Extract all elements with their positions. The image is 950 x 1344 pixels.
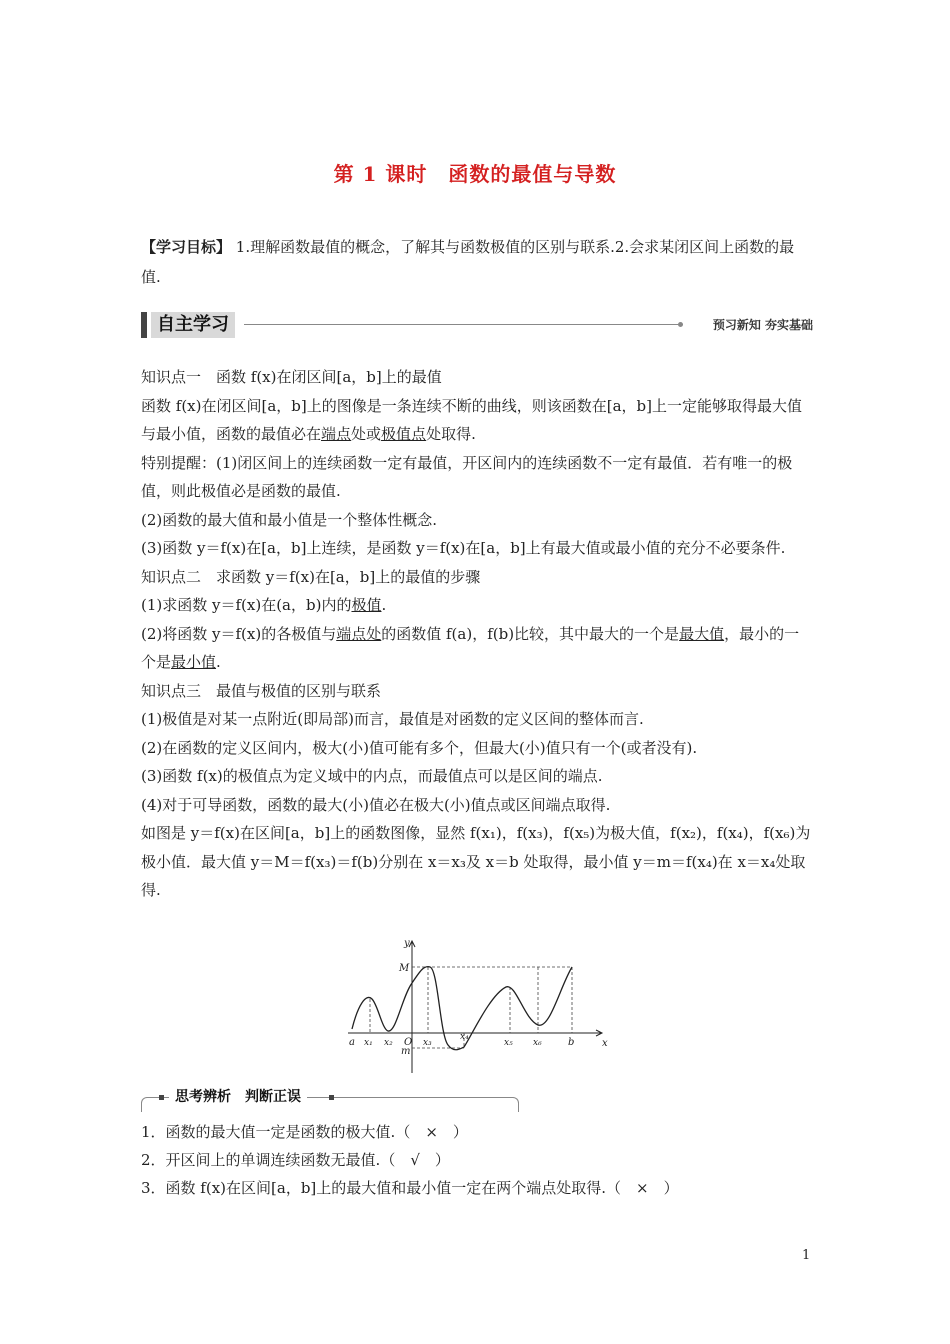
x3-label: x₃ bbox=[423, 1038, 432, 1048]
underlined-answer: 极值点 bbox=[381, 425, 427, 443]
page-title: 第 1 课时 函数的最值与导数 bbox=[333, 162, 617, 186]
rule-dot bbox=[678, 322, 683, 327]
section-rule bbox=[244, 324, 683, 325]
knowledge-point-2-heading: 知识点二 求函数 y＝f(x)在[a，b]上的最值的步骤 bbox=[141, 567, 481, 586]
difference-3: (3)函数 f(x)的极值点为定义域中的内点，而最值点可以是区间的端点. bbox=[141, 767, 603, 785]
judge-item: 2．开区间上的单调连续函数无最值.（ √ ） bbox=[141, 1151, 450, 1169]
text-run: 处或 bbox=[351, 425, 382, 443]
text-run: 函数 f(x)在闭区间[a，b]上的图像是一条连续不断的曲线，则该函数在[a，b]上一定能够取得最大值与最小值，函数的最值必在 bbox=[141, 396, 802, 443]
underlined-answer: 最大值 bbox=[679, 624, 725, 643]
text-run: ，最小的一个是 bbox=[141, 624, 800, 671]
section-header bbox=[141, 312, 813, 338]
judge-item: 1．函数的最大值一定是函数的极大值.（ × ） bbox=[141, 1123, 468, 1141]
judge-item: 3．函数 f(x)在区间[a，b]上的最大值和最小值一定在两个端点处取得.（ × ） bbox=[141, 1179, 679, 1197]
x2-label: x₂ bbox=[384, 1038, 393, 1048]
underlined-answer: 端点 bbox=[321, 425, 352, 443]
right-square-mark bbox=[329, 1095, 334, 1100]
main-content bbox=[141, 363, 813, 905]
tip-2: (2)函数的最大值和最小值是一个整体性概念. bbox=[141, 510, 438, 529]
underlined-answer: 极值 bbox=[351, 596, 382, 614]
x-label: x bbox=[602, 1038, 608, 1049]
knowledge-point-3-heading: 知识点三 最值与极值的区别与联系 bbox=[141, 681, 382, 700]
section-marker bbox=[141, 312, 147, 338]
knowledge-point-1-body bbox=[141, 392, 813, 449]
learning-objective bbox=[141, 232, 813, 292]
y-label: y bbox=[404, 938, 410, 949]
text-run: 处取得. bbox=[426, 425, 476, 443]
b-label: b bbox=[568, 1037, 575, 1048]
x5-label: x₅ bbox=[504, 1038, 513, 1048]
text-run: . bbox=[381, 596, 387, 614]
underlined-answer: 端点处 bbox=[336, 624, 382, 643]
figure-description: 如图是 y＝f(x)在区间[a，b]上的函数图像，显然 f(x₁)，f(x₃)，f(x₅)为极大值，f(x₂)，f(x₄)，f(x₆)为极小值．最大值 y＝M＝f(x₃)＝f(b)分别在 x＝x₃及 x＝b 处取得，最小值 y＝m＝f(x₄)在 x＝x₄处取得. bbox=[141, 824, 811, 899]
text-run: (1)求函数 y＝f(x)在(a，b)内的 bbox=[141, 596, 352, 614]
x6-label: x₆ bbox=[533, 1038, 542, 1048]
m-label: m bbox=[401, 1046, 411, 1057]
objective-tag: 【学习目标】 bbox=[141, 238, 232, 256]
page-number: 1 bbox=[802, 1248, 811, 1263]
step-1 bbox=[141, 591, 813, 620]
special-tip: 特别提醒：(1)闭区间上的连续函数一定有最值，开区间内的连续函数不一定有最值．若有唯一的极值，则此极值必是函数的最值. bbox=[141, 453, 793, 500]
section-subtitle: 预习新知 夯实基础 bbox=[712, 318, 813, 332]
tip-3: (3)函数 y＝f(x)在[a，b]上连续，是函数 y＝f(x)在[a，b]上有最大值或最小值的充分不必要条件. bbox=[141, 539, 786, 557]
step-2 bbox=[141, 620, 813, 677]
function-graph bbox=[340, 935, 610, 1075]
left-square-mark bbox=[159, 1095, 164, 1100]
origin-label: O bbox=[404, 1037, 413, 1048]
difference-4: (4)对于可导函数，函数的最大(小)值必在极大(小)值点或区间端点取得. bbox=[141, 795, 611, 814]
a-label: a bbox=[349, 1037, 355, 1048]
difference-1: (1)极值是对某一点附近(即局部)而言，最值是对函数的定义区间的整体而言. bbox=[141, 710, 644, 728]
underlined-answer: 最小值 bbox=[171, 653, 217, 671]
text-run: (2)将函数 y＝f(x)的各极值与 bbox=[141, 624, 337, 643]
objective-text: 1.理解函数最值的概念，了解其与函数极值的区别与联系.2.会求某闭区间上函数的最值. bbox=[141, 238, 795, 286]
thinking-label: 思考辨析 判断正误 bbox=[169, 1088, 307, 1106]
M-label: M bbox=[399, 963, 410, 974]
difference-2: (2)在函数的定义区间内，极大(小)值可能有多个，但最大(小)值只有一个(或者没有). bbox=[141, 738, 698, 757]
true-false-list bbox=[141, 1118, 813, 1202]
thinking-section-header bbox=[141, 1088, 519, 1110]
text-run: . bbox=[216, 653, 221, 671]
text-run: 的函数值 f(a)，f(b)比较，其中最大的一个是 bbox=[381, 624, 680, 643]
knowledge-point-1-heading: 知识点一 函数 f(x)在闭区间[a，b]上的最值 bbox=[141, 368, 442, 386]
x4-label: x₄ bbox=[460, 1032, 469, 1042]
section-label: 自主学习 bbox=[151, 312, 235, 338]
x1-label: x₁ bbox=[364, 1038, 373, 1048]
